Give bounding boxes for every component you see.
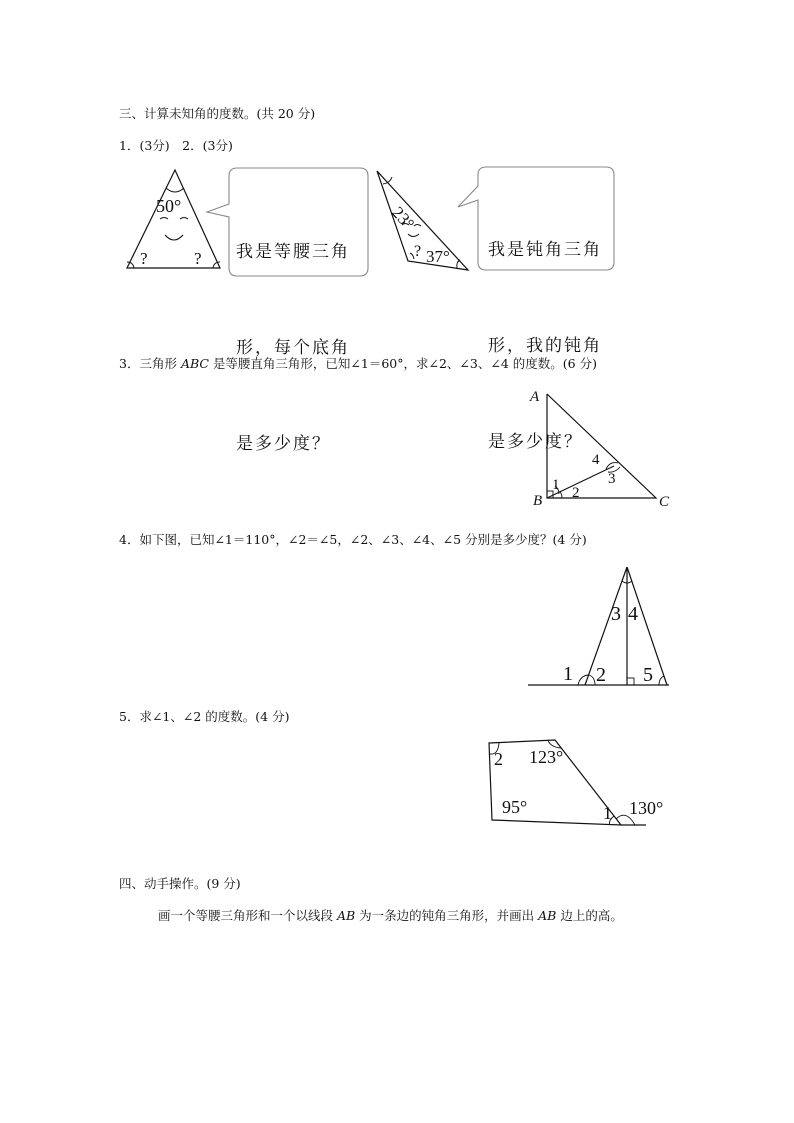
task-part-2: 为一条边的钝角三角形，并画出 [355,908,539,923]
q2-unknown: ? [414,243,422,260]
q2-bubble-line-2: 形，我的钝角 [488,336,602,356]
q1-unknown-right: ? [194,249,202,268]
q5-label-2: 2 [494,749,503,769]
q3-label-2: 2 [572,485,580,501]
q1-apex-arc [166,188,184,192]
q2-bubble-line-3: 是多少度？ [488,432,583,452]
q1-face-eye-right [180,218,188,220]
q3-angle-2-arc [560,491,562,498]
q3-text-suffix: 是等腰直角三角形，已知∠1＝60°，求∠2、∠3、∠4 的度数。(6 分) [208,356,597,371]
q4-label-5: 5 [643,664,653,686]
task-part-3: 边上的高。 [556,908,623,923]
q1-bubble-line-3: 是多少度？ [236,434,331,454]
q2-triangle [377,171,468,270]
q3-label-A: A [530,389,540,405]
q5-figure [486,735,681,835]
section-4-heading: 四、动手操作。(9 分) [119,876,241,891]
q2-bubble-line-1: 我是钝角三角 [488,240,602,260]
question-4-text: 4．如下图，已知∠1＝110°，∠2＝∠5，∠2、∠3、∠4、∠5 分别是多少度？(4 分) [119,532,587,547]
section-3-heading: 三、计算未知角的度数。(共 20 分) [119,106,316,121]
q1-bubble-line-2: 形，每个底角 [236,338,350,358]
q4-label-1: 1 [563,663,573,685]
q5-label-95: 95° [502,797,528,817]
q2-top-arc [383,177,392,184]
question-3-text [119,354,597,372]
q5-label-1: 1 [603,803,612,823]
q4-angle-2-arc [589,675,595,685]
q3-label-B: B [533,493,543,509]
q4-left-side [585,567,627,685]
q4-label-2: 2 [596,664,606,686]
q2-face-mouth [408,234,419,237]
q5-label-130: 130° [629,798,664,818]
q3-triangle [547,394,656,498]
task-part-1: 画一个等腰三角形和一个以线段 [158,908,337,923]
q2-angle-37: 37° [426,247,450,266]
q1-apex-label: 50° [156,196,182,216]
q1-bubble-text [236,172,350,492]
q3-label-3: 3 [608,471,616,487]
section-4-task [158,906,623,924]
q2-face-eye-right [414,225,421,227]
q1-face-eye-left [160,218,168,220]
question-1-2-label: 1．(3分) 2．(3分) [119,138,233,153]
q3-angle-4-arc [606,463,618,469]
q3-text-abc: ABC [180,356,209,371]
q4-label-4: 4 [628,603,638,625]
q3-label-1: 1 [552,477,560,493]
q3-label-4: 4 [592,452,600,468]
task-segment-ab-2: AB [538,908,557,923]
q3-figure [528,385,678,510]
q1-bubble-line-1: 我是等腰三角 [236,242,350,262]
q2-angle-23: 23° [388,202,419,234]
q3-text-prefix: 3．三角形 [119,356,181,371]
task-segment-ab-1: AB [336,908,356,923]
q1-unknown-left: ? [140,249,148,268]
q3-label-C: C [659,494,670,510]
q1-face-mouth [165,235,183,240]
question-5-text: 5．求∠1、∠2 的度数。(4 分) [119,709,290,724]
q4-label-3: 3 [611,603,621,625]
q5-label-123: 123° [529,747,564,767]
q4-right-angle-mark [627,678,634,685]
q4-figure [525,562,675,692]
q4-angle-5-arc [659,676,664,685]
